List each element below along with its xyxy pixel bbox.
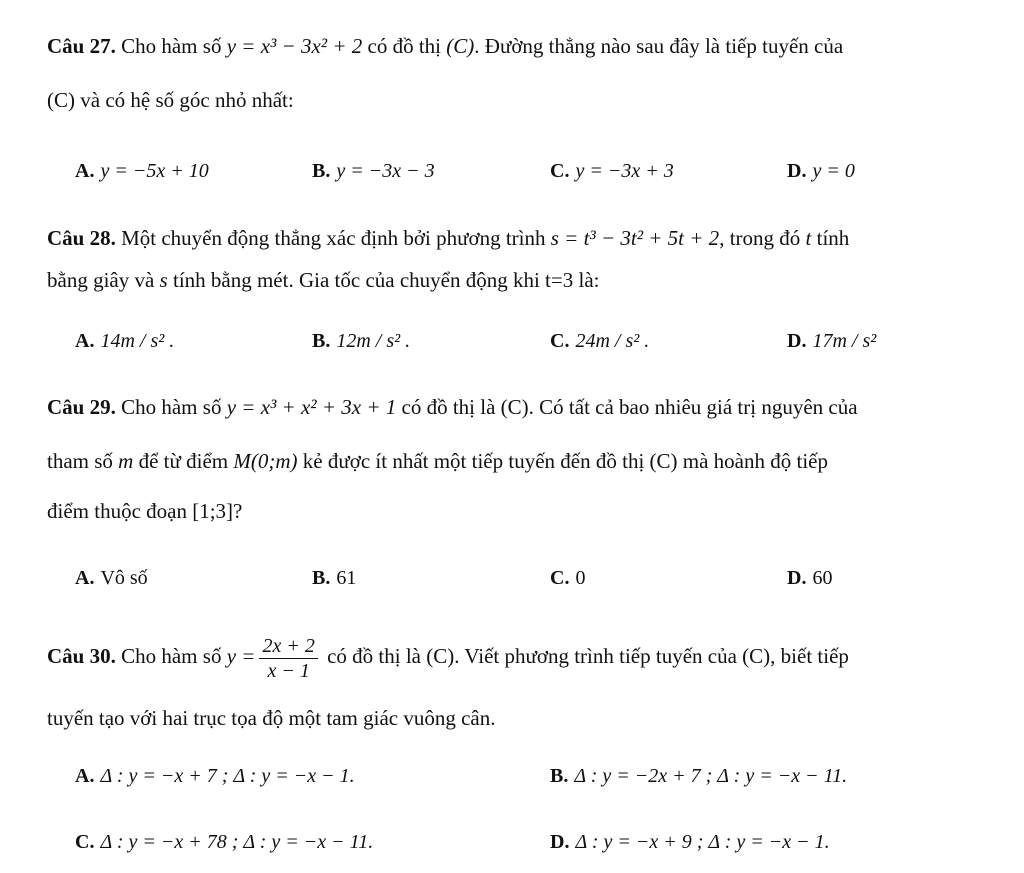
option-text: 17m / s²: [812, 330, 877, 352]
q27-text-c: . Đường thẳng nào sau đây là tiếp tuyến của: [474, 34, 844, 58]
q29-text-a: Cho hàm số: [121, 395, 222, 419]
q30-text-a: Cho hàm số: [121, 644, 222, 668]
q30-option-d[interactable]: [550, 828, 830, 856]
q28-option-b[interactable]: [312, 327, 410, 355]
q27-options: [75, 157, 995, 185]
q28-option-a[interactable]: [75, 327, 174, 355]
q28-var-t: t: [805, 226, 812, 250]
q29-equation: y = x³ + x² + 3x + 1: [226, 395, 397, 419]
option-text: Δ : y = −2x + 7 ; Δ : y = −x − 11.: [574, 765, 848, 787]
option-text: Δ : y = −x + 78 ; Δ : y = −x − 11.: [100, 831, 374, 853]
q27-option-c[interactable]: [550, 157, 674, 185]
option-text: Δ : y = −x + 9 ; Δ : y = −x − 1.: [575, 831, 830, 853]
option-label: A.: [75, 160, 95, 182]
q29-options: [75, 564, 995, 592]
option-label: D.: [787, 330, 807, 352]
q30-text-b: có đồ thị là (C). Viết phương trình tiếp tuyến của (C), biết tiếp: [327, 644, 849, 668]
option-label: C.: [550, 160, 570, 182]
q28-text-c: tính: [816, 226, 850, 250]
q29-interval: [1;3]: [192, 499, 234, 523]
option-label: C.: [75, 831, 95, 853]
q30-options-row1: [75, 762, 995, 790]
q28-text-b: , trong đó: [719, 226, 801, 250]
q30-option-c[interactable]: [75, 828, 373, 856]
q28-option-c[interactable]: [550, 327, 649, 355]
q28-text-e: tính bằng mét. Gia tốc của chuyển động khi t=3 là:: [172, 268, 600, 292]
q29-var-m: m: [118, 449, 134, 473]
q28-title: Câu 28.: [47, 226, 116, 250]
option-label: A.: [75, 567, 95, 589]
option-label: B.: [550, 765, 569, 787]
q29-line3: [47, 497, 984, 525]
q27-title: Câu 27.: [47, 34, 116, 58]
q27-curve: (C): [446, 34, 475, 58]
q28-line1: [47, 224, 984, 252]
option-text: 12m / s² .: [336, 330, 411, 352]
q29-line2: [47, 447, 984, 475]
option-text: y = 0: [812, 160, 855, 182]
q29-title: Câu 29.: [47, 395, 116, 419]
q29-text-c: tham số: [47, 449, 113, 473]
q29-point: M(0;m): [233, 449, 298, 473]
option-text: 60: [812, 567, 833, 589]
q28-options: [75, 327, 995, 355]
q29-text-e: kẻ được ít nhất một tiếp tuyến đến đồ thị (C) mà hoành độ tiếp: [302, 449, 828, 473]
q30-fraction-numerator: 2x + 2: [259, 634, 317, 659]
q30-option-b[interactable]: [550, 762, 847, 790]
q30-title: Câu 30.: [47, 644, 116, 668]
q28-line2: [47, 266, 984, 294]
q29-text-f: điểm thuộc đoạn: [47, 499, 187, 523]
q29-option-a[interactable]: [75, 564, 148, 592]
q27-option-b[interactable]: [312, 157, 435, 185]
q30-line1: [47, 626, 984, 686]
option-label: A.: [75, 765, 95, 787]
q27-line2: (C) và có hệ số góc nhỏ nhất:: [47, 88, 294, 112]
option-text: 14m / s² .: [100, 330, 175, 352]
q29-option-b[interactable]: [312, 564, 356, 592]
q29-option-d[interactable]: [787, 564, 832, 592]
option-label: A.: [75, 330, 95, 352]
q29-option-c[interactable]: [550, 564, 585, 592]
q27-text-a: Cho hàm số: [121, 34, 222, 58]
q29-text-g: ?: [233, 499, 243, 523]
option-text: y = −5x + 10: [100, 160, 209, 182]
q29-text-d: để từ điểm: [138, 449, 229, 473]
option-label: D.: [787, 160, 807, 182]
option-label: B.: [312, 160, 331, 182]
q28-equation: s = t³ − 3t² + 5t + 2: [550, 226, 720, 250]
q27-option-d[interactable]: [787, 157, 855, 185]
q28-option-d[interactable]: [787, 327, 876, 355]
option-text: y = −3x + 3: [575, 160, 674, 182]
option-text: Δ : y = −x + 7 ; Δ : y = −x − 1.: [100, 765, 355, 787]
option-label: D.: [550, 831, 570, 853]
q28-text-d: bằng giây và: [47, 268, 155, 292]
option-text: 61: [336, 567, 357, 589]
option-text: y = −3x − 3: [336, 160, 435, 182]
q29-text-b: có đồ thị là (C). Có tất cả bao nhiêu giá trị nguyên của: [401, 395, 858, 419]
q30-line2: tuyến tạo với hai trục tọa độ một tam giác vuông cân.: [47, 706, 496, 730]
option-label: C.: [550, 330, 570, 352]
option-label: B.: [312, 567, 331, 589]
q28-var-s: s: [159, 268, 168, 292]
q30-option-a[interactable]: [75, 762, 355, 790]
q27-line1: [47, 32, 984, 60]
q28-text-a: Một chuyển động thẳng xác định bởi phương trình: [121, 226, 546, 250]
option-label: C.: [550, 567, 570, 589]
option-label: D.: [787, 567, 807, 589]
q29-line1: [47, 393, 984, 421]
q30-fraction-denominator: x − 1: [267, 659, 310, 682]
q30-fraction: [259, 634, 317, 683]
q27-option-a[interactable]: [75, 157, 209, 185]
q30-options-row2: [75, 828, 995, 856]
q27-text-b: có đồ thị: [367, 34, 442, 58]
q27-equation: y = x³ − 3x² + 2: [226, 34, 363, 58]
option-text: Vô số: [100, 567, 148, 589]
q30-eq-lhs: y =: [226, 644, 256, 668]
option-label: B.: [312, 330, 331, 352]
option-text: 0: [575, 567, 586, 589]
option-text: 24m / s² .: [575, 330, 650, 352]
